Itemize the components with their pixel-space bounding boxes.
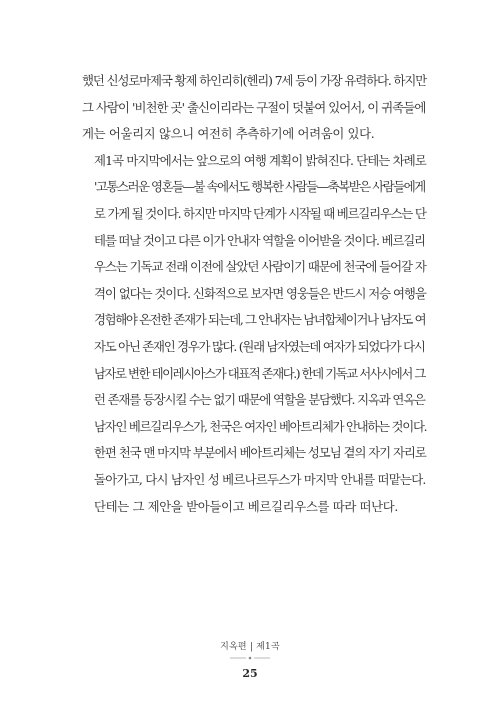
page-number: 25 [242,667,258,680]
text-line: 했던 신성로마제국 황제 하인리히(헨리) 7세 등이 가장 유력하다. 하지만 [82,73,427,88]
divider-ornament-icon [228,655,272,661]
text-line: 돌아가고, 다시 남자인 성 베르나르두스가 마지막 안내를 떠맡는다. [94,471,426,487]
paragraph [82,68,426,148]
text-line: 그 사람이 '비천한 곳' 출신이리라는 구절이 덧붙여 있어서, 이 귀족들에 [82,99,426,115]
text-line: 우스는 기독교 전래 이전에 살았던 사람이기 때문에 천국에 들어갈 자 [94,259,426,275]
text-line: 테를 떠날 것이고 다른 이가 안내자 역할을 이어받을 것이다. 베르길리 [94,232,425,248]
text-line: 단테는 그 제안을 받아들이고 베르길리우스를 따라 떠난다. [94,498,398,514]
page-footer [0,639,500,680]
text-line: '고통스러운 영혼들—불 속에서도 행복한 사람들—축복받은 사람들에게 [94,179,425,195]
text-line: 격이 없다는 것이다. 신화적으로 보자면 영웅들은 반드시 저승 여행을 [94,285,426,301]
text-line: 게는 어울리지 않으니 여전히 추측하기에 어려움이 있다. [82,126,375,142]
paragraph [82,148,426,494]
text-line: 남자로 변한 테이레시아스가 대표적 존재다.) 한데 기독교 서사시에서 그 [94,365,425,381]
text-line: 남자인 베르길리우스가, 천국은 여자인 베아트리체가 안내하는 것이다. [94,418,427,434]
running-head: 지옥편 | 제1곡 [220,642,280,652]
body-text [82,68,426,520]
text-line: 제1곡 마지막에서는 앞으로의 여행 계획이 밝혀진다. 단테는 차례로 [94,152,426,168]
text-line: 로 가게 될 것이다. 하지만 마지막 단계가 시작될 때 베르길리우스는 단 [94,205,426,221]
paragraph [82,494,426,521]
text-line: 한편 천국 맨 마지막 부분에서 베아트리체는 성모님 곁의 자기 자리로 [94,445,426,461]
text-line: 자도 아닌 존재인 경우가 많다. (원래 남자였는데 여자가 되었다가 다시 [94,338,425,354]
text-line: 경험해야 온전한 존재가 되는데, 그 안내자는 남녀합체이거나 남자도 여 [94,312,426,328]
text-line: 런 존재를 등장시킬 수는 없기 때문에 역할을 분담했다. 지옥과 연옥은 [94,392,425,408]
